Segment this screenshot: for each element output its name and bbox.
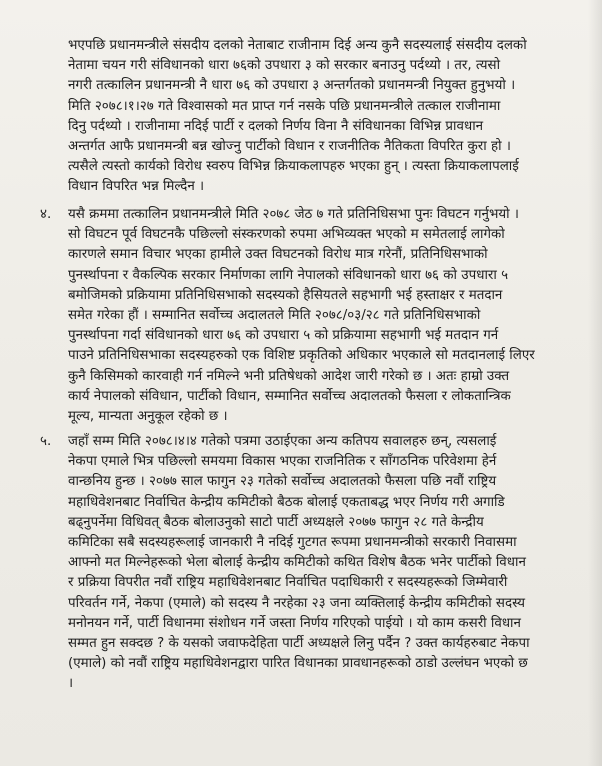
text-line: मिति २०७८।१।२७ गते विश्वासको मत प्राप्त गर्न नसके पछि प्रधानमन्त्रीले तत्काल राजीनामा: [68, 98, 501, 114]
text-line: वान्छनिय हुन्छ । २०७७ साल फागुन २३ गतेको सर्वोच्च अदालतको फैसला पछि नवौं राष्ट्रिय: [68, 474, 497, 490]
paragraph-5: [55, 432, 575, 695]
paragraph-number: ५.: [40, 434, 52, 449]
text-line: पुनर्स्थापना गर्दा संविधानको धारा ७६ को उपधारा ५ को प्रक्रियामा सहभागी भई मतदान गर्न: [68, 328, 499, 344]
text-line: आफ्नो मत मिल्नेहरूको भेला बोलाई केन्द्रीय कमिटीको कथित विशेष बैठक भनेर पार्टीको विधान: [68, 555, 526, 571]
text-line: मूल्य, मान्यता अनुकूल रहेको छ ।: [68, 409, 228, 425]
text-line: कुनै किसिमको कारवाही गर्न नमिल्ने भनी प्रतिषेधको आदेश जारी गरेको छ । अतः हाम्रो उक्त: [68, 368, 510, 384]
text-line: त्यसैले त्यस्तो कार्यको विरोध स्वरुप विभिन्न क्रियाकलापहरु भएका हुन् । त्यस्ता क्रियाकलापलाई: [68, 159, 519, 175]
text-line: मनोनयन गर्ने, पार्टी विधानमा संशोधन गर्ने जस्ता निर्णय गरिएको पाईयो । यो काम कसरी विधान: [68, 615, 521, 631]
paragraph-intro: [68, 36, 548, 198]
text-line: पुनर्स्थापना र वैकल्पिक सरकार निर्माणका लागि नेपालको संविधानको धारा ७६ को उपधारा ५: [68, 267, 509, 283]
text-line: नेकपा एमाले भित्र पछिल्लो समयमा विकास भएका राजनितिक र साँगठनिक परिवेशमा हेर्न: [68, 454, 497, 470]
text-line: नगरी तत्कालिन प्रधानमन्त्री नै धारा ७६ को उपधारा ३ अन्तर्गतको प्रधानमन्त्री नियुक्त हुनुभयो ।: [68, 78, 516, 94]
text-line: बढ्नुपर्नेमा विधिवत् बैठक बोलाउनुको साटो पार्टी अध्यक्षले २०७७ फागुन २८ गते केन्द्रीय: [68, 514, 484, 530]
paragraph-4: [55, 205, 552, 427]
text-line: भएपछि प्रधानमन्त्रीले संसदीय दलको नेताबाट राजीनाम दिई अन्य कुनै सदस्यलाई संसदीय दलको: [68, 38, 527, 53]
text-line: पाउने प्रतिनिधिसभाका सदस्यहरुको एक विशिष्ट प्रकृतिको अधिकार भएकाले सो मतदानलाई लिएर: [68, 348, 535, 364]
text-line: र प्रक्रिया विपरीत नवौं राष्ट्रिय महाधिवेशनबाट निर्वाचित पदाधिकारी र सदस्यहरूको जिम्मेवारी: [68, 575, 508, 591]
text-line: सम्मत हुन सक्दछ ? के यसको जवाफदेहिता पार्टी अध्यक्षले लिनु पर्दैन ? उक्त कार्यहरुबाट नेकपा: [68, 636, 530, 652]
text-line: सो विघटन पूर्व विघटनकै पछिल्लो संस्करणको रुपमा अभिव्यक्त भएको म समेतलाई लागेको: [68, 227, 505, 243]
text-line: ।: [68, 676, 74, 692]
text-line: यसै क्रममा तत्कालिन प्रधानमन्त्रीले मिति २०७८ जेठ ७ गते प्रतिनिधिसभा पुनः विघटन गर्नुभयो ।: [68, 207, 519, 222]
paragraph-number: ४.: [40, 207, 52, 222]
text-line: कमिटिका सबै सदस्यहरूलाई जानकारी नै नदिई गुटगत रूपमा प्रधानमन्त्रीको सरकारी निवासमा: [68, 535, 517, 551]
text-line: कार्य नेपालको संविधान, पार्टीको विधान, सम्मानित सर्वोच्च अदालतको फैसला र लोकतान्त्रिक: [68, 388, 511, 404]
text-line: (एमाले) को नवौं राष्ट्रिय महाधिवेशनद्वारा पारित विधानका प्रावधानहरूको ठाडो उल्लंघन भएको छ: [68, 656, 528, 672]
text-line: समेत गरेका हौं । सम्मानित सर्वोच्च अदालतले मिति २०७८/०३/२८ गते प्रतिनिधिसभाको: [68, 308, 481, 324]
text-line: विधान विपरित भन्न मिल्दैन ।: [68, 179, 205, 195]
text-line: बमोजिमको प्रक्रियामा प्रतिनिधिसभाको सदस्यको हैसियतले सहभागी भई हस्ताक्षर र मतदान: [68, 287, 503, 303]
text-line: अन्तर्गत आफै प्रधानमन्त्री बन्न खोज्नु पार्टीको विधान र राजनीतिक नैतिकता विपरित कुरा हो ।: [68, 139, 511, 155]
text-line: महाधिवेशनबाट निर्वाचित केन्द्रीय कमिटीको बैठक बोलाई एकताबद्ध भएर निर्णय गरी अगाडि: [68, 494, 505, 510]
text-line: दिनु पर्दथ्यो । राजीनामा नदिई पार्टी र दलको निर्णय विना नै संविधानका विभिन्न प्रावधान: [68, 118, 484, 134]
text-line: कारणले समान विचार भएका हामीले उक्त विघटनको विरोध मात्र गरेनौं, प्रतिनिधिसभाको: [68, 247, 488, 263]
text-line: जहाँ सम्म मिति २०७८।४।४ गतेको पत्रमा उठाईएका अन्य कतिपय सवालहरु छन्, त्यसलाई: [68, 434, 497, 449]
text-line: नेतामा चयन गरी संविधानको धारा ७६को उपधारा ३ को सरकार बनाउनु पर्दथ्यो । तर, त्यसो: [68, 58, 501, 74]
page-edge-shadow: [588, 0, 602, 766]
text-line: परिवर्तन गर्ने, नेकपा (एमाले) को सदस्य नै नरहेका २३ जना व्यक्तिलाई केन्द्रीय कमिटीको सदस्य: [68, 595, 526, 611]
